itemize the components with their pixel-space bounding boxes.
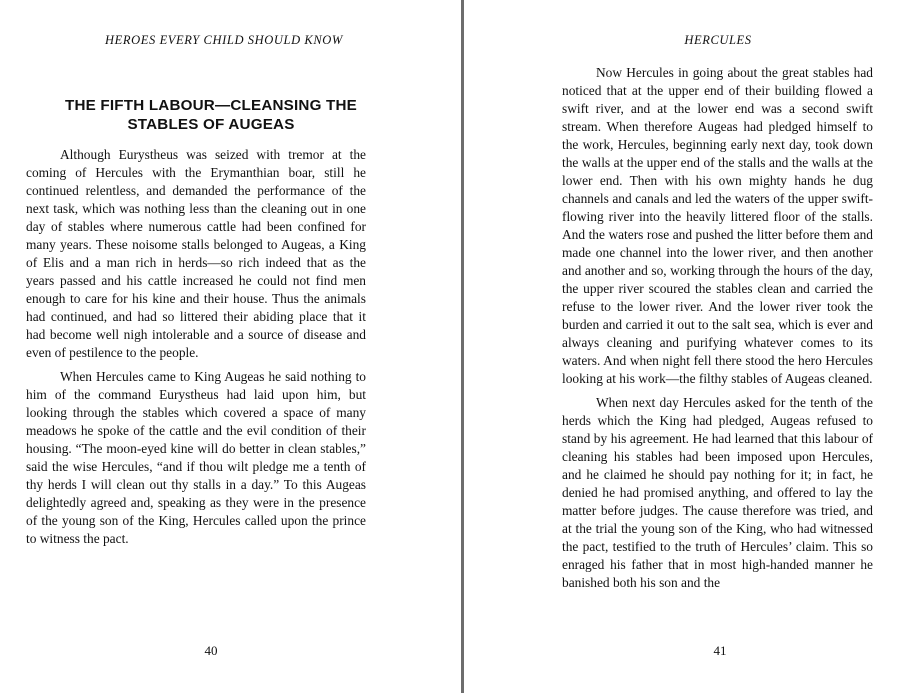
right-page [465, 0, 924, 693]
right-page-number: 41 [713, 643, 727, 658]
paragraph: When next day Hercules asked for the tenth of the herds which the King had pledged, Augeas refused to stand by his agreement. He had learned that this labour of cleaning his stables had been imposed upon Hercules, and he claimed he should pay nothing for it; in fact, he denied he had promised anything, and offered to lay the matter before judges. The cause therefore was tried, and at the trial the young son of the King, who had witnessed the pact, testified to the truth of Hercules’ claim. This so enraged his father that in most high-handed manner he banished both his son and the [562, 395, 873, 590]
chapter-title: THE FIFTH LABOUR—CLEANSING THE STABLES OF AUGEAS [64, 97, 358, 133]
paragraph: Now Hercules in going about the great stables had noticed that at the upper end of their building flowed a swift river, and at the lower end was a second swift stream. When therefore Augeas had pledged himself to the work, Hercules, beginning early next day, took down the walls at the upper end of the stalls and the walls at the lower end. Then with his own mighty hands he dug channels and canals and led the waters of the upper swift-flowing river into the heavily littered floor of the stalls. And the waters rose and pushed the litter before them and made one channel into the lower river, and then another and another and so, working through the hours of the day, the upper river scoured the stables clean and carried the refuse to the lower river. And the lower river took the burden and carried it out to the salt sea, which is ever and always cleaning and purifying whatever comes to its waters. And when night fell there stood the hero Hercules looking at his work—the filthy stables of Augeas cleaned. [562, 65, 873, 386]
left-running-head: HEROES EVERY CHILD SHOULD KNOW [105, 33, 343, 47]
left-body-text [26, 146, 366, 554]
right-running-head: HERCULES [684, 33, 752, 47]
paragraph: When Hercules came to King Augeas he said nothing to him of the command Eurystheus had laid upon him, but looking through the stables which covered a space of many meadows he spoke of the cattle and the evil condition of their housing. “The moon-eyed kine will do better in clean stables,” said the wise Hercules, “and if thou wilt pledge me a tenth of thy herds I will clean out thy stalls in a day.” To this Augeas delightedly agreed and, speaking as they were in the presence of the young son of the King, Hercules called upon the prince to witness the pact. [26, 369, 366, 546]
paragraph: Although Eurystheus was seized with tremor at the coming of Hercules with the Erymanthian boar, still he continued relentless, and demanded the performance of the next task, which was nothing less than the cleaning out in one day of stables where numerous cattle had been confined for many years. These noisome stalls belonged to Augeas, a King of Elis and a man rich in herds—so rich indeed that as the years passed and his cattle increased he could not find men enough to care for his kine and their house. Thus the animals had continued, and had so littered their abiding place that it had become well nigh intolerable and a source of disease and even of pestilence to the people. [26, 147, 366, 360]
page-gutter-divider [461, 0, 464, 693]
left-page-number: 40 [204, 643, 218, 658]
right-body-text [562, 64, 873, 598]
